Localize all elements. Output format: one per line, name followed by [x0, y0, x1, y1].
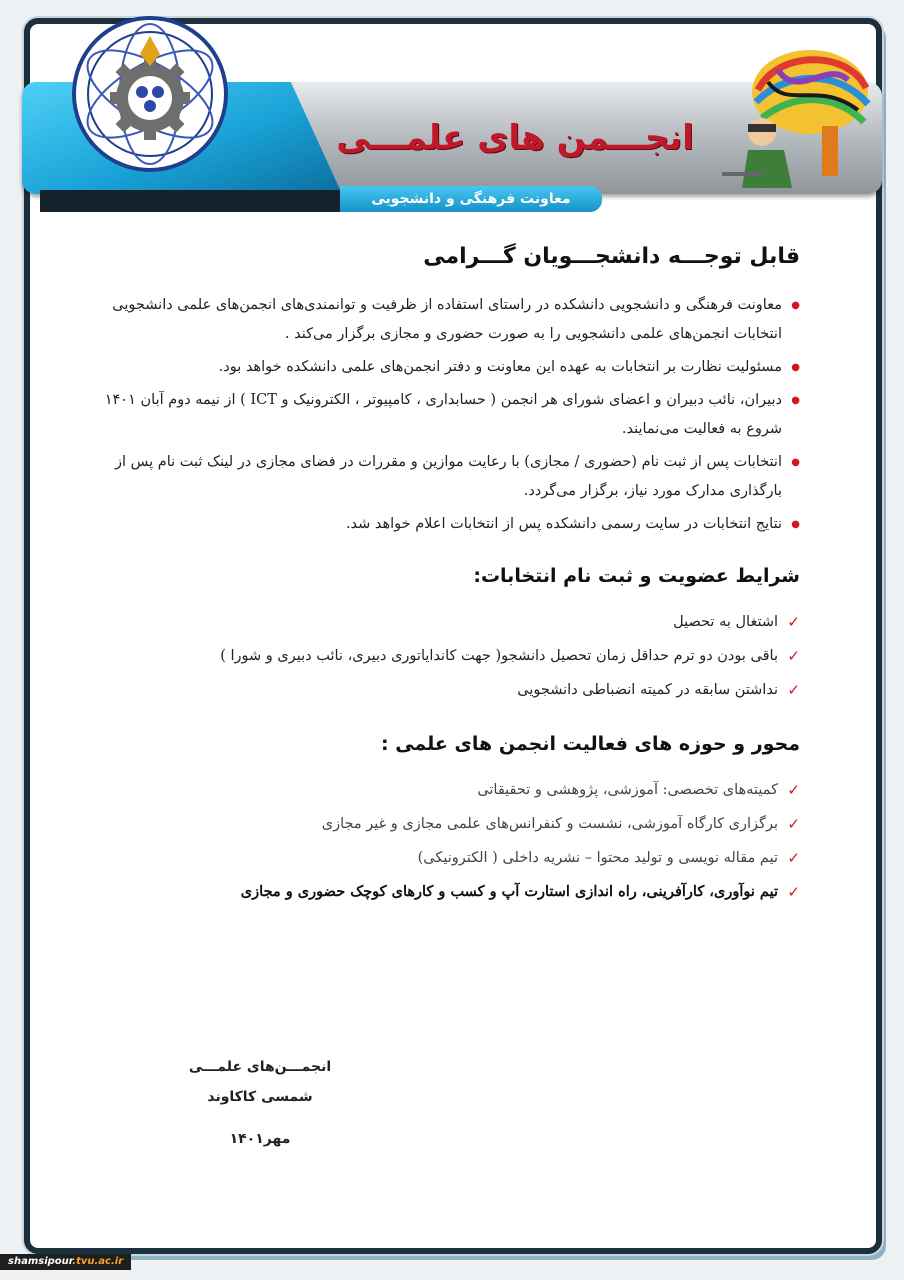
signature-name: شمسی کاکاوند	[207, 1089, 313, 1105]
signature-date: مهر۱۴۰۱	[229, 1131, 291, 1147]
checkmark-icon: ✓	[787, 849, 800, 867]
checkmark-icon: ✓	[787, 647, 800, 665]
notice-list	[100, 291, 800, 539]
signature-block	[170, 1052, 350, 1154]
list-item: ✓ تیم مقاله نویسی و تولید محتوا – نشریه داخلی ( الکترونیکی)	[100, 841, 800, 875]
list-item: ● مسئولیت نظارت بر انتخابات به عهده این معاونت و دفتر انجمن‌های علمی دانشکده خواهد بود.	[100, 353, 800, 382]
activities-heading: محور و حوزه های فعالیت انجمن های علمی :	[380, 733, 800, 755]
list-item: ✓ اشتغال به تحصیل	[100, 605, 800, 639]
page-title: انجـــمن های علمـــی	[336, 118, 694, 158]
student-brain-illustration-icon	[718, 40, 878, 190]
membership-list	[100, 605, 800, 707]
list-item: ● نتایج انتخابات در سایت رسمی دانشکده پس از انتخابات اعلام خواهد شد.	[100, 510, 800, 539]
list-item: ● انتخابات پس از ثبت نام (حضوری / مجازی) با رعایت موازین و مقررات در فضای مجازی در لینک ثبت نام پس از بارگذاری مدارک مورد نیاز، برگزار می‌گردد.	[100, 448, 800, 506]
list-item: ✓ نداشتن سابقه در کمیته انضباطی دانشجویی	[100, 673, 800, 707]
checkmark-icon: ✓	[787, 815, 800, 833]
header-subtitle: معاونت فرهنگی و دانشجویی	[340, 186, 602, 212]
checkmark-icon: ✓	[787, 781, 800, 799]
activities-list	[100, 773, 800, 909]
checkmark-icon: ✓	[787, 613, 800, 631]
watermark-user: shamsipour	[8, 1256, 73, 1267]
site-watermark	[0, 1254, 131, 1270]
list-item: ● دبیران، نائب دبیران و اعضای شورای هر انجمن ( حسابداری ، کامپیوتر ، الکترونیک و ICT ) از نیمه دوم آبان ۱۴۰۱ شروع به فعالیت می‌نمایند.	[100, 386, 800, 444]
list-item: ✓ باقی بودن دو ترم حداقل زمان تحصیل دانشجو( جهت کاندایاتوری دبیری، نائب دبیری و شورا )	[100, 639, 800, 673]
list-item: ✓ تیم نوآوری، کارآفرینی، راه اندازی استارت آپ و کسب و کارهای کوچک حضوری و مجازی	[100, 875, 800, 909]
checkmark-icon: ✓	[787, 883, 800, 901]
checkmark-icon: ✓	[787, 681, 800, 699]
association-logo-icon	[70, 14, 230, 174]
main-content	[100, 244, 800, 935]
membership-heading: شرایط عضویت و ثبت نام انتخابات:	[473, 565, 800, 587]
notice-heading: قابل توجـــه دانشجـــویان گـــرامی	[423, 244, 800, 269]
list-item: ● معاونت فرهنگی و دانشجویی دانشکده در راستای استفاده از ظرفیت و توانمندی‌های انجمن‌های علمی دانشجویی انتخابات انجمن‌های علمی دانشجویی را به صورت حضوری و مجازی برگزار می‌کند .	[100, 291, 800, 349]
signature-org: انجمـــن‌های علمـــی	[188, 1059, 332, 1075]
list-item: ✓ کمیته‌های تخصصی: آموزشی، پژوهشی و تحقیقاتی	[100, 773, 800, 807]
list-item: ✓ برگزاری کارگاه آموزشی، نشست و کنفرانس‌های علمی مجازی و غیر مجازی	[100, 807, 800, 841]
watermark-domain: .tvu.ac.ir	[72, 1256, 124, 1267]
